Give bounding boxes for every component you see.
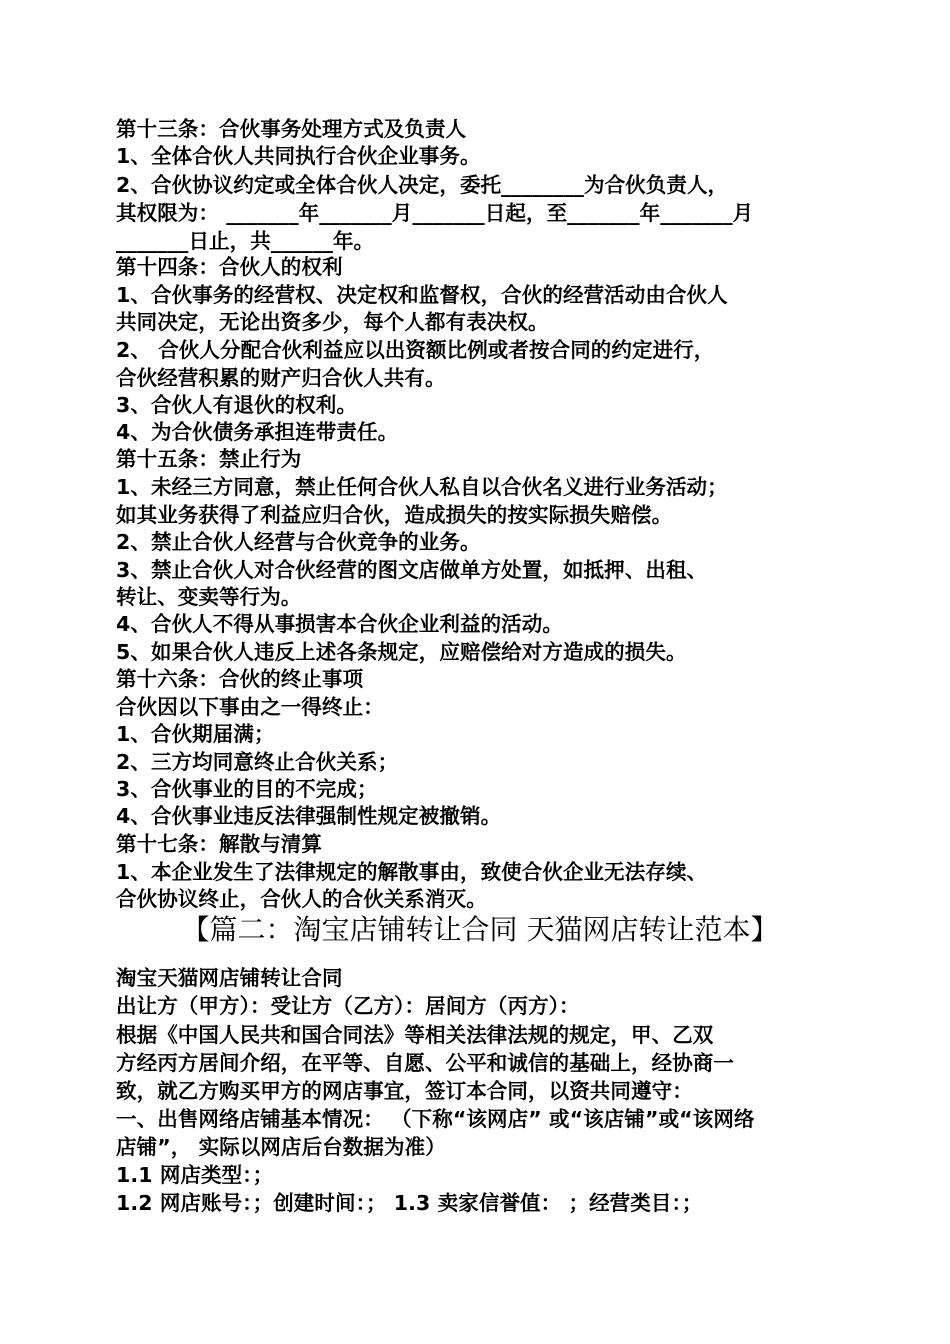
text-line: 4、为合伙债务承担连带责任。 (116, 420, 399, 444)
text-line: 1、合伙事务的经营权、决定权和监督权，合伙的经营活动由合伙人 (116, 283, 728, 307)
text-line: 方经丙方居间介绍，在平等、自愿、公平和诚信的基础上，经协商一 (116, 1051, 734, 1075)
text-line: 2、三方均同意终止合伙关系； (116, 750, 399, 774)
text-line: 其权限为： _______年_______月_______日起，至_______年_______月 (116, 201, 754, 225)
text-line: 1、未经三方同意，禁止任何合伙人私自以合伙名义进行业务活动； (116, 475, 728, 499)
text-line: 3、合伙人有退伙的权利。 (116, 393, 357, 417)
text-line: 共同决定，无论出资多少，每个人都有表决权。 (116, 310, 549, 334)
text-line: 转让、变卖等行为。 (116, 585, 302, 609)
text-line: 3、合伙事业的目的不完成； (116, 777, 378, 801)
text-line: 1、合伙期届满； (116, 722, 275, 746)
text-line: 店铺”， 实际以网店后台数据为准） (116, 1135, 446, 1159)
text-line: 2、合伙协议约定或全体合伙人决定，委托________为合伙负责人， (116, 173, 729, 197)
text-line: 1、本企业发生了法律规定的解散事由，致使合伙企业无法存续、 (116, 860, 708, 884)
text-line: 合伙协议终止，合伙人的合伙关系消灭。 (116, 887, 487, 911)
text-line: 3、禁止合伙人对合伙经营的图文店做单方处置，如抵押、出租、 (116, 558, 708, 582)
text-line: 1、全体合伙人共同执行合伙企业事务。 (116, 144, 481, 168)
text-line: 第十三条：合伙事务处理方式及负责人 (116, 117, 467, 141)
text-line: 根据《中国人民共和国合同法》等相关法律法规的规定，甲、乙双 (116, 1023, 714, 1047)
text-line: 4、合伙人不得从事损害本合伙企业利益的活动。 (116, 612, 563, 636)
text-line: 4、合伙事业违反法律强制性规定被撤销。 (116, 804, 502, 828)
text-line: 淘宝天猫网店铺转让合同 (116, 966, 343, 990)
text-line: 合伙经营积累的财产归合伙人共有。 (116, 366, 446, 390)
text-line: 1.2 网店账号：；创建时间：； 1.3 卖家信誉值： ；经营类目：； (116, 1191, 703, 1215)
text-line: 合伙因以下事由之一得终止： (116, 695, 384, 719)
text-line: _______日止，共______年。 (116, 229, 375, 253)
text-line: 2、 合伙人分配合伙利益应以出资额比例或者按合同的约定进行， (116, 338, 715, 362)
text-line: 第十六条：合伙的终止事项 (116, 667, 364, 691)
text-line: 5、如果合伙人违反上述各条规定，应赔偿给对方造成的损失。 (116, 640, 687, 664)
text-line: 2、禁止合伙人经营与合伙竞争的业务。 (116, 530, 481, 554)
text-line: 第十四条：合伙人的权利 (116, 255, 343, 279)
text-line: 出让方（甲方）：受让方（乙方）：居间方（丙方）： (116, 994, 580, 1018)
text-line: 第十七条：解散与清算 (116, 832, 322, 856)
section-heading: 【篇二：淘宝店铺转让合同 天猫网店转让范本】 (181, 913, 779, 946)
text-line: 致，就乙方购买甲方的网店事宜，签订本合同，以资共同遵守： (116, 1079, 693, 1103)
text-line: 1.1 网店类型：； (116, 1163, 274, 1187)
text-line: 一、出售网络店铺基本情况： （下称“该网店” 或“该店铺”或“该网络 (116, 1107, 755, 1131)
text-line: 如其业务获得了利益应归合伙，造成损失的按实际损失赔偿。 (116, 503, 673, 527)
text-line: 第十五条：禁止行为 (116, 447, 302, 471)
